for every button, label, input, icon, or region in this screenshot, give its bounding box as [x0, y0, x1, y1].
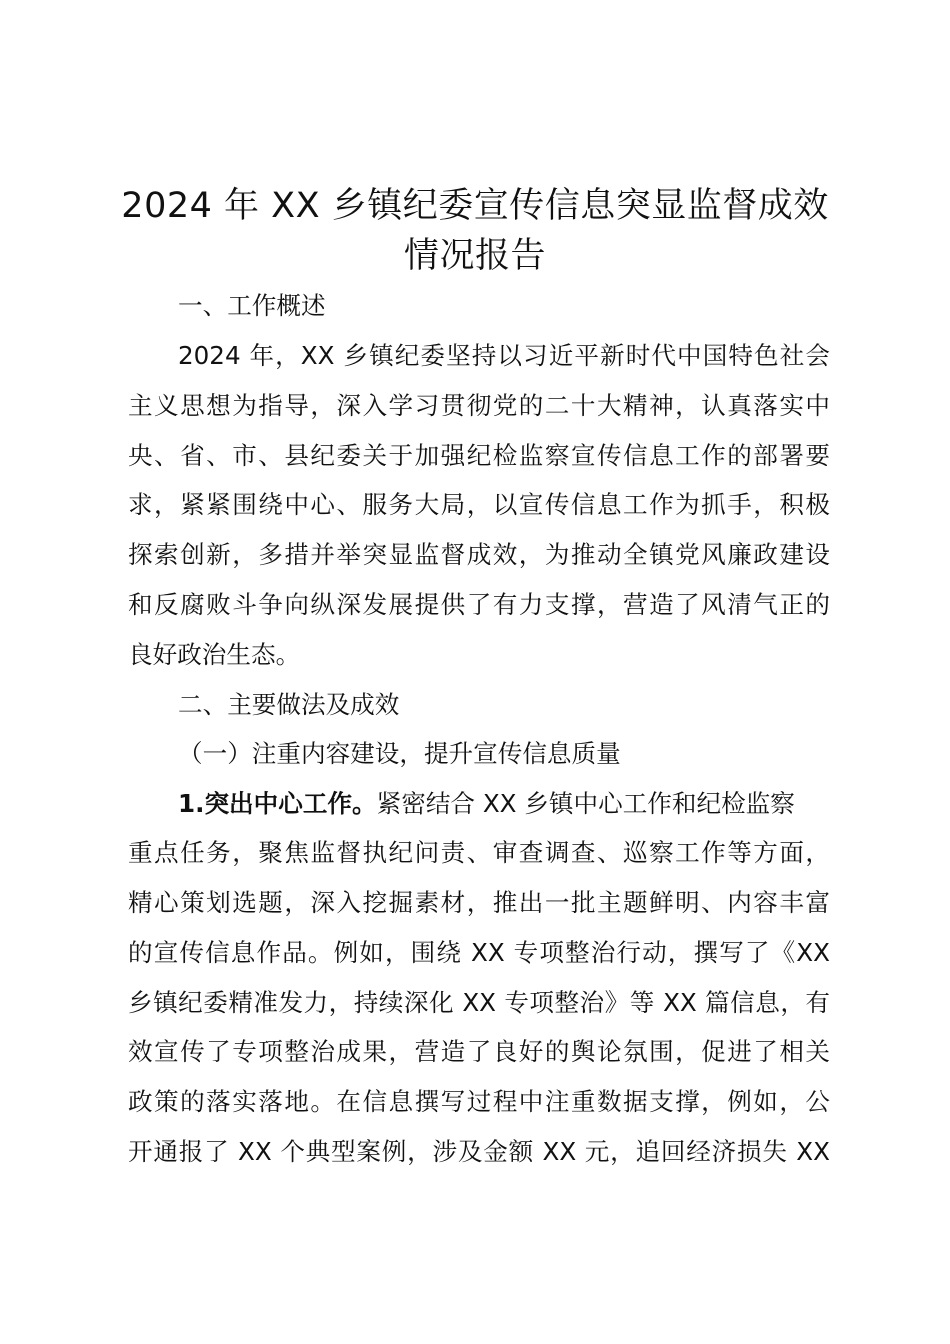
- paragraph-line: 精心策划选题，深入挖掘素材，推出一批主题鲜明、内容丰富: [128, 888, 830, 917]
- document-title-line-1: 2024 年 XX 乡镇纪委宣传信息突显监督成效: [121, 186, 829, 226]
- paragraph-line: 2024 年，XX 乡镇纪委坚持以习近平新时代中国特色社会: [178, 341, 830, 370]
- paragraph-line: 的宣传信息作品。例如，围绕 XX 专项整治行动，撰写了《XX: [128, 938, 830, 967]
- item-1-lead: 1.突出中心工作。: [178, 789, 377, 818]
- paragraph-line: 开通报了 XX 个典型案例，涉及金额 XX 元，追回经济损失 XX: [128, 1137, 830, 1166]
- item-1-first-line-text: 紧密结合 XX 乡镇中心工作和纪检监察: [376, 789, 795, 818]
- paragraph-line: 求，紧紧围绕中心、服务大局，以宣传信息工作为抓手，积极: [128, 490, 830, 519]
- section-2-heading: 二、主要做法及成效: [178, 690, 400, 719]
- paragraph-line: 良好政治生态。: [128, 640, 301, 669]
- subsection-1-heading: （一）注重内容建设，提升宣传信息质量: [178, 739, 621, 768]
- paragraph-line: 和反腐败斗争向纵深发展提供了有力支撑，营造了风清气正的: [128, 590, 830, 619]
- section-1-heading: 一、工作概述: [178, 291, 326, 320]
- paragraph-line: 主义思想为指导，深入学习贯彻党的二十大精神，认真落实中: [128, 391, 830, 420]
- paragraph-line: 探索创新，多措并举突显监督成效，为推动全镇党风廉政建设: [128, 540, 830, 569]
- paragraph-line: 政策的落实落地。在信息撰写过程中注重数据支撑，例如，公: [128, 1087, 830, 1116]
- paragraph-line: 效宣传了专项整治成果，营造了良好的舆论氛围，促进了相关: [128, 1037, 830, 1066]
- paragraph-line: 乡镇纪委精准发力，持续深化 XX 专项整治》等 XX 篇信息，有: [128, 988, 830, 1017]
- document-title-line-2: 情况报告: [403, 236, 546, 276]
- paragraph-line: 重点任务，聚焦监督执纪问责、审查调查、巡察工作等方面，: [128, 838, 830, 867]
- paragraph-line: 央、省、市、县纪委关于加强纪检监察宣传信息工作的部署要: [128, 441, 830, 470]
- item-1-first-line: [178, 789, 888, 819]
